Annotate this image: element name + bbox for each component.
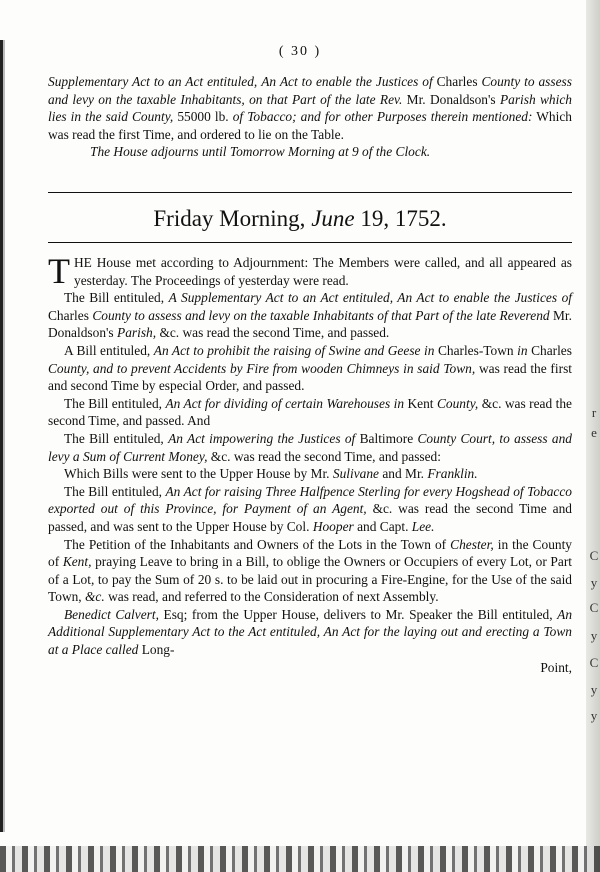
- margin-mark: y: [590, 628, 598, 643]
- text-italic: An Act to enable the Justices of: [261, 74, 433, 89]
- text: and Mr.: [382, 466, 425, 482]
- text: The Bill entituled,: [64, 430, 164, 446]
- text: The Petition of the Inhabitants and Owners of the Lots in the Town of: [64, 536, 447, 552]
- heading-date: 19, 1752.: [360, 206, 447, 231]
- text: praying Leave to bring in a Bill, to oblige the Owners or Occupiers of every Lot, or Part of a Lot, to pay the Sum of 20 s. to be laid out in procuring a Fire-Engine, for the Use of the said Town,: [48, 554, 573, 605]
- text: Charles: [436, 74, 478, 89]
- heading-month: June: [311, 206, 355, 231]
- text-italic: County to assess and levy on the taxable Inhabitants of that Part of the late Reverend: [92, 307, 550, 323]
- text-italic: in: [517, 342, 528, 358]
- scan-bottom-edge: [0, 846, 600, 872]
- text-italic: Supplementary Act to an Act entituled,: [48, 74, 258, 89]
- text: The Bill entituled,: [64, 290, 165, 306]
- text-italic: A Supplementary Act to an Act entituled, An Act to enable the Justices of: [168, 290, 572, 306]
- adjacent-page-strip: [586, 0, 600, 872]
- text: &c. was read the second Time, and passed.: [159, 325, 390, 341]
- text-italic: &c.: [85, 589, 105, 605]
- text-italic: An Act for raising Three Halfpence Sterling for every Hogshead of Tobacco exported out of this Province, for Payment of an Agent,: [48, 483, 572, 517]
- text-italic: Hooper: [312, 518, 354, 534]
- text: Donaldson's: [429, 91, 496, 107]
- text-italic: An Additional Supplementary Act to the Act entituled, An Act for the laying out and erecting a Town at a Place called: [48, 606, 573, 658]
- margin-mark: y: [590, 708, 598, 723]
- text-italic: County to assess and levy on the taxable Inhabitants, on that Part of the late Rev.: [48, 74, 572, 107]
- section-rule: [48, 192, 572, 193]
- text: HE House met according to Adjournment: The Members were called, and all appeared as yesterday. The Proceedings of yesterday were read.: [74, 255, 572, 288]
- text: Mr. Donaldson's: [48, 307, 572, 341]
- text: Charles: [48, 307, 89, 323]
- drop-cap: T: [48, 251, 70, 291]
- text: &c. was read the second Time, and passed. And: [48, 395, 572, 429]
- margin-mark: C: [589, 655, 599, 670]
- margin-mark: y: [590, 682, 598, 697]
- text: Which was read the first Time, and ordered to lie on the Table.: [48, 109, 572, 142]
- text-italic: Franklin.: [427, 466, 478, 482]
- text: &c. was read the second Time, and passed:: [210, 448, 441, 464]
- journal-body: [48, 251, 573, 676]
- text-italic: Parish which lies in the said County,: [48, 91, 572, 125]
- text: Baltimore: [359, 430, 414, 446]
- margin-mark: C: [589, 548, 599, 563]
- text-italic: Sulivane: [332, 466, 379, 482]
- heading-day: Friday Morning,: [153, 206, 306, 231]
- top-paragraph: [48, 73, 572, 161]
- text: Which Bills were sent to the Upper House by Mr.: [64, 466, 330, 482]
- text: Mr.: [406, 91, 426, 107]
- margin-mark: r: [591, 405, 597, 420]
- text-italic: of Tobacco; and for other Purposes therein mentioned:: [232, 109, 533, 125]
- margin-mark: e: [591, 425, 597, 440]
- day-heading: [0, 206, 600, 232]
- text: was read the first and second Time by especial Order, and passed.: [48, 360, 573, 394]
- text-italic: County Court, to assess and levy a Sum of Current Money,: [48, 430, 573, 464]
- text-italic: Parish,: [117, 325, 157, 341]
- text: Charles: [531, 342, 572, 358]
- text: Charles-Town: [437, 342, 514, 358]
- margin-mark: y: [590, 575, 598, 590]
- section-rule: [48, 242, 572, 243]
- text: 55000 lb.: [177, 109, 229, 125]
- page-number: ( 30 ): [278, 44, 322, 59]
- text: Kent: [407, 395, 434, 411]
- text: A Bill entituled,: [64, 342, 151, 358]
- adjournment-note: The House adjourns until Tomorrow Morning at 9 of the Clock.: [90, 144, 431, 160]
- text-italic: An Act to prohibit the raising of Swine and Geese in: [153, 342, 435, 358]
- text: Long-: [141, 642, 175, 658]
- text-italic: Chester,: [450, 536, 494, 552]
- catchword: Point,: [540, 659, 572, 675]
- text-italic: County, and to prevent Accidents by Fire from wooden Chimneys in said Town,: [48, 360, 476, 376]
- text: The Bill entituled,: [64, 395, 162, 411]
- text-italic: County,: [436, 395, 479, 411]
- text-italic: Kent,: [62, 554, 92, 570]
- text-italic: Lee.: [411, 518, 435, 534]
- page-binding-edge: [0, 40, 10, 832]
- text-italic: An Act for dividing of certain Warehouses in: [165, 395, 405, 411]
- text-italic: An Act impowering the Justices of: [168, 430, 356, 446]
- text: in the County of: [48, 536, 572, 570]
- margin-mark: C: [589, 600, 599, 615]
- text: Esq; from the Upper House, delivers to Mr. Speaker the Bill entituled,: [163, 606, 553, 622]
- text: was read, and referred to the Consideration of next Assembly.: [108, 589, 439, 605]
- text-italic: Benedict Calvert,: [64, 606, 159, 622]
- text: &c. was read the second Time and passed, and was sent to the Upper House by Col.: [48, 501, 572, 534]
- text: and Capt.: [357, 518, 409, 534]
- text: The Bill entituled,: [64, 483, 163, 499]
